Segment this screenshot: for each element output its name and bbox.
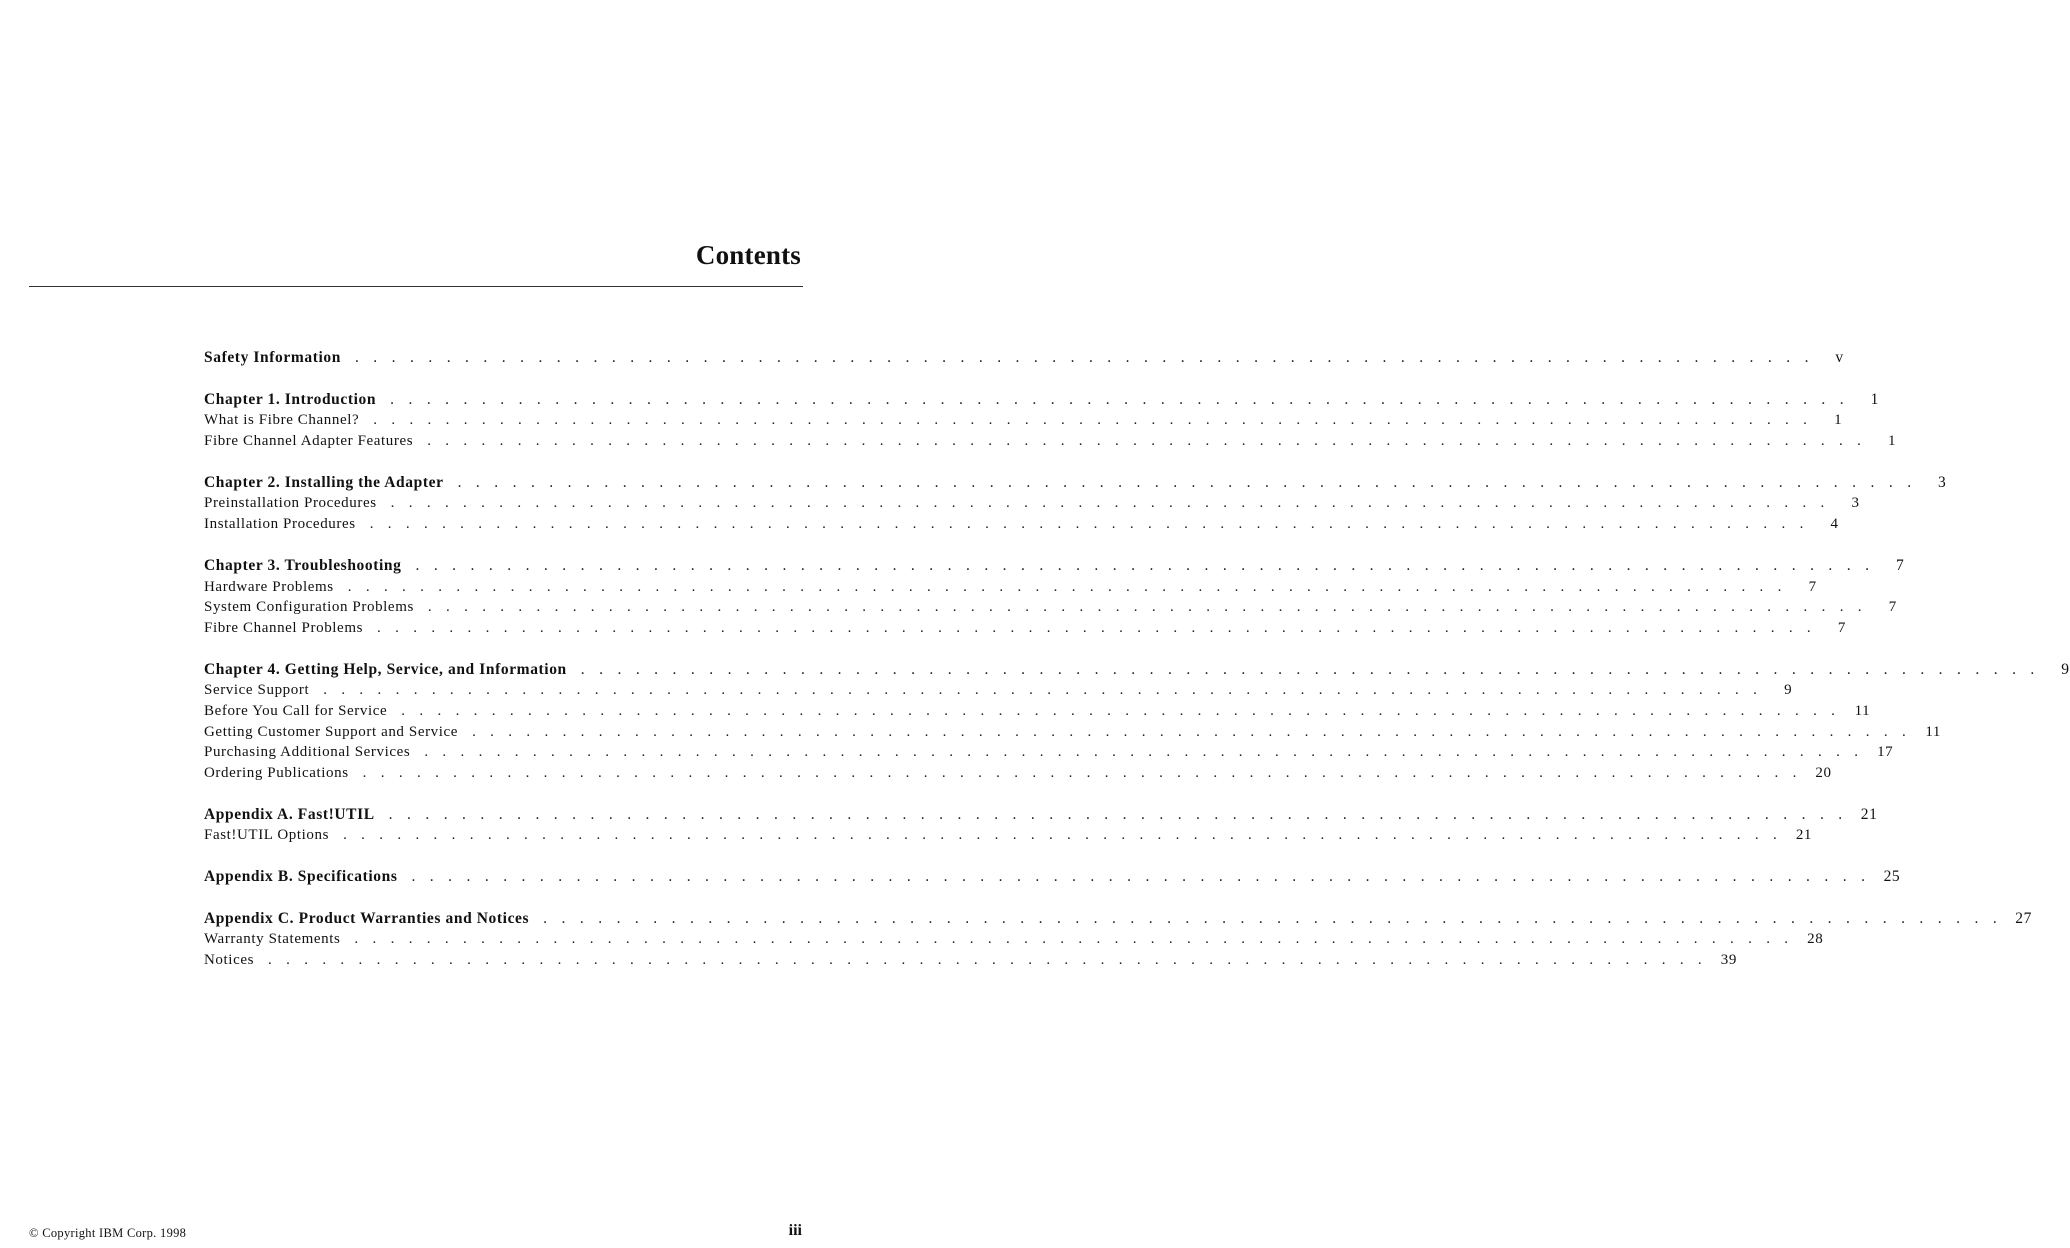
toc-entry[interactable] [204, 680, 1793, 701]
toc-dot-leader: . . . . . . . . . . . . . . . . . . . . . . . . . . . . . . . . . . . . . . . . . . . . . . . . . . . . . . . . . . . . . . . . . . . . . . . . . . . . . . . . [390, 390, 1849, 408]
toc-entry-page: 21 [1795, 827, 1813, 844]
toc-entry[interactable] [204, 493, 1860, 514]
toc-entry[interactable] [204, 929, 1824, 950]
toc-entry-page: 1 [1870, 390, 1879, 408]
toc-entry-label: Safety Information [204, 349, 341, 366]
toc-entry[interactable] [204, 618, 1846, 639]
toc-entry[interactable] [204, 597, 1897, 618]
footer-copyright: © Copyright IBM Corp. 1998 [29, 1226, 187, 1240]
toc-entry-label: Chapter 4. Getting Help, Service, and Information [204, 660, 567, 678]
toc-entry-page: v [1835, 349, 1844, 366]
toc-dot-leader: . . . . . . . . . . . . . . . . . . . . . . . . . . . . . . . . . . . . . . . . . . . . . . . . . . . . . . . . . . . . . . . . . . . . . . . . . . . . . . . . [424, 744, 1864, 761]
toc-entry-label: Chapter 2. Installing the Adapter [204, 473, 444, 491]
toc-entry-label: Purchasing Additional Services [204, 744, 411, 761]
toc-group [204, 556, 1905, 639]
toc-entry-page: 7 [1895, 556, 1905, 574]
toc-entry-page: 3 [1851, 495, 1860, 512]
toc-dot-leader: . . . . . . . . . . . . . . . . . . . . . . . . . . . . . . . . . . . . . . . . . . . . . . . . . . . . . . . . . . . . . . . . . . . . . . . . . . . . . . . . [369, 516, 1809, 533]
toc-entry-label: Hardware Problems [204, 578, 334, 595]
toc-entry-page: 17 [1877, 744, 1894, 761]
toc-entry-page: 9 [2061, 660, 2070, 678]
toc-entry-label: Appendix C. Product Warranties and Notices [204, 909, 530, 927]
toc-dot-leader: . . . . . . . . . . . . . . . . . . . . . . . . . . . . . . . . . . . . . . . . . . . . . . . . . . . . . . . . . . . . . . . . . . . . . . . . . . . . . . . . [373, 412, 1813, 429]
toc-entry-page: 11 [1925, 723, 1942, 740]
toc-entry-page: 25 [1883, 868, 1901, 886]
toc-dot-leader: . . . . . . . . . . . . . . . . . . . . . . . . . . . . . . . . . . . . . . . . . . . . . . . . . . . . . . . . . . . . . . . . . . . . . . . . . . . . . . . . [415, 556, 1875, 574]
toc-entry-page: 11 [1854, 702, 1871, 719]
title-rule [29, 286, 803, 287]
toc-group [204, 867, 1901, 888]
toc-entry-label: Warranty Statements [204, 931, 341, 948]
toc-entry-label: System Configuration Problems [204, 599, 414, 616]
toc-entry-page: 21 [1860, 805, 1878, 823]
toc-dot-leader: . . . . . . . . . . . . . . . . . . . . . . . . . . . . . . . . . . . . . . . . . . . . . . . . . . . . . . . . . . . . . . . . . . . . . . . . . . . . . . . . [354, 931, 1794, 948]
toc-group [204, 909, 2032, 971]
toc-entry[interactable] [204, 577, 1817, 598]
toc-dot-leader: . . . . . . . . . . . . . . . . . . . . . . . . . . . . . . . . . . . . . . . . . . . . . . . . . . . . . . . . . . . . . . . . . . . . . . . . . . . . . . . . [347, 578, 1787, 595]
toc-entry-page: 39 [1720, 952, 1737, 969]
footer-page-number: iii [788, 1222, 802, 1239]
toc-group [204, 805, 1878, 846]
toc-entry-label: Before You Call for Service [204, 702, 388, 719]
toc-entry-page: 3 [1938, 473, 1947, 491]
table-of-contents [204, 348, 2070, 992]
toc-entry-label: What is Fibre Channel? [204, 412, 360, 429]
toc-entry-label: Chapter 3. Troubleshooting [204, 556, 402, 574]
toc-dot-leader: . . . . . . . . . . . . . . . . . . . . . . . . . . . . . . . . . . . . . . . . . . . . . . . . . . . . . . . . . . . . . . . . . . . . . . . . . . . . . . . . [580, 660, 2040, 678]
toc-entry-page: 7 [1837, 619, 1846, 636]
toc-entry-page: 4 [1830, 516, 1839, 533]
toc-entry[interactable] [204, 722, 1942, 743]
toc-dot-leader: . . . . . . . . . . . . . . . . . . . . . . . . . . . . . . . . . . . . . . . . . . . . . . . . . . . . . . . . . . . . . . . . . . . . . . . . . . . . . . . . [543, 909, 2002, 927]
toc-entry-page: 28 [1807, 931, 1824, 948]
toc-entry-page: 1 [1834, 412, 1843, 429]
page-title: Contents [695, 240, 801, 270]
toc-dot-leader: . . . . . . . . . . . . . . . . . . . . . . . . . . . . . . . . . . . . . . . . . . . . . . . . . . . . . . . . . . . . . . . . . . . . . . . . . . . . . . . . [401, 702, 1841, 719]
toc-heading-entry[interactable] [204, 556, 1905, 577]
toc-group [204, 390, 1897, 452]
toc-entry-label: Installation Procedures [204, 516, 356, 533]
toc-entry-page: 9 [1784, 682, 1793, 699]
toc-entry-label: Service Support [204, 682, 310, 699]
toc-entry-label: Appendix B. Specifications [204, 868, 398, 886]
toc-dot-leader: . . . . . . . . . . . . . . . . . . . . . . . . . . . . . . . . . . . . . . . . . . . . . . . . . . . . . . . . . . . . . . . . . . . . . . . . . . . . . . . . [457, 473, 1917, 491]
toc-group [204, 348, 1844, 369]
toc-heading-entry[interactable] [204, 909, 2032, 930]
toc-entry-page: 20 [1815, 765, 1832, 781]
toc-entry-page: 27 [2015, 909, 2032, 927]
toc-heading-entry[interactable] [204, 805, 1878, 826]
toc-entry-label: Chapter 1. Introduction [204, 390, 377, 408]
toc-dot-leader: . . . . . . . . . . . . . . . . . . . . . . . . . . . . . . . . . . . . . . . . . . . . . . . . . . . . . . . . . . . . . . . . . . . . . . . . . . . . . . . . [388, 805, 1848, 823]
toc-dot-leader: . . . . . . . . . . . . . . . . . . . . . . . . . . . . . . . . . . . . . . . . . . . . . . . . . . . . . . . . . . . . . . . . . . . . . . . . . . . . . . . . [427, 433, 1867, 450]
toc-dot-leader: . . . . . . . . . . . . . . . . . . . . . . . . . . . . . . . . . . . . . . . . . . . . . . . . . . . . . . . . . . . . . . . . . . . . . . . . . . . . . . . . [411, 868, 1871, 886]
toc-group [204, 473, 1947, 535]
toc-dot-leader: . . . . . . . . . . . . . . . . . . . . . . . . . . . . . . . . . . . . . . . . . . . . . . . . . . . . . . . . . . . . . . . . . . . . . . . . . . . . . . . . [377, 619, 1816, 636]
toc-entry-label: Fast!UTIL Options [204, 827, 330, 844]
toc-entry-page: 1 [1888, 433, 1897, 450]
toc-dot-leader: . . . . . . . . . . . . . . . . . . . . . . . . . . . . . . . . . . . . . . . . . . . . . . . . . . . . . . . . . . . . . . . . . . . . . . . . . . . . . . . . [362, 765, 1802, 781]
toc-heading-entry[interactable] [204, 473, 1947, 494]
toc-entry[interactable] [204, 950, 1737, 971]
toc-dot-leader: . . . . . . . . . . . . . . . . . . . . . . . . . . . . . . . . . . . . . . . . . . . . . . . . . . . . . . . . . . . . . . . . . . . . . . . . . . . . . . . . [427, 599, 1867, 616]
toc-entry-label: Notices [204, 952, 255, 969]
toc-heading-entry[interactable] [204, 660, 2070, 681]
toc-entry-label: Appendix A. Fast!UTIL [204, 805, 375, 823]
toc-entry[interactable] [204, 431, 1897, 452]
toc-dot-leader: . . . . . . . . . . . . . . . . . . . . . . . . . . . . . . . . . . . . . . . . . . . . . . . . . . . . . . . . . . . . . . . . . . . . . . . . . . . . . . . . [354, 349, 1814, 366]
toc-entry-page: 7 [1888, 599, 1897, 616]
toc-dot-leader: . . . . . . . . . . . . . . . . . . . . . . . . . . . . . . . . . . . . . . . . . . . . . . . . . . . . . . . . . . . . . . . . . . . . . . . . . . . . . . . . [390, 495, 1830, 512]
toc-entry-label: Getting Customer Support and Service [204, 723, 459, 740]
toc-entry[interactable] [204, 763, 1832, 784]
toc-entry-label: Ordering Publications [204, 765, 349, 781]
toc-entry-page: 7 [1808, 578, 1817, 595]
toc-entry[interactable] [204, 701, 1871, 722]
toc-entry-label: Fibre Channel Problems [204, 619, 364, 636]
toc-entry[interactable] [204, 825, 1813, 846]
toc-group [204, 660, 2070, 784]
toc-dot-leader: . . . . . . . . . . . . . . . . . . . . . . . . . . . . . . . . . . . . . . . . . . . . . . . . . . . . . . . . . . . . . . . . . . . . . . . . . . . . . . . . [323, 682, 1763, 699]
toc-entry[interactable] [204, 410, 1843, 431]
toc-dot-leader: . . . . . . . . . . . . . . . . . . . . . . . . . . . . . . . . . . . . . . . . . . . . . . . . . . . . . . . . . . . . . . . . . . . . . . . . . . . . . . . . [343, 827, 1783, 844]
toc-entry-label: Fibre Channel Adapter Features [204, 433, 414, 450]
toc-entry[interactable] [204, 742, 1894, 763]
toc-dot-leader: . . . . . . . . . . . . . . . . . . . . . . . . . . . . . . . . . . . . . . . . . . . . . . . . . . . . . . . . . . . . . . . . . . . . . . . . . . . . . . . . [472, 723, 1912, 740]
toc-entry[interactable] [204, 514, 1839, 535]
toc-heading-entry[interactable] [204, 348, 1844, 369]
toc-dot-leader: . . . . . . . . . . . . . . . . . . . . . . . . . . . . . . . . . . . . . . . . . . . . . . . . . . . . . . . . . . . . . . . . . . . . . . . . . . . . . . . . [268, 952, 1707, 969]
toc-heading-entry[interactable] [204, 390, 1879, 411]
toc-heading-entry[interactable] [204, 867, 1901, 888]
toc-entry-label: Preinstallation Procedures [204, 495, 377, 512]
